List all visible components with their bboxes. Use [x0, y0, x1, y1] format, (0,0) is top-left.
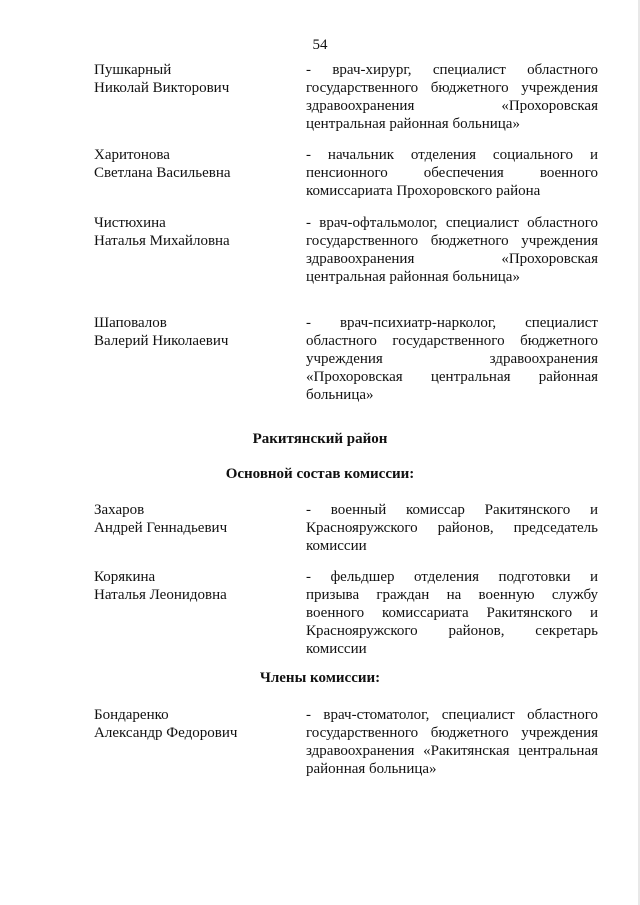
- description-line: Краснояружского районов, секретарь: [306, 623, 598, 639]
- description-line: государственного бюджетного учреждения: [306, 80, 598, 96]
- surname: Шаповалов: [94, 315, 167, 331]
- section-heading: Члены комиссии:: [259, 670, 381, 686]
- description-line: государственного бюджетного учреждения: [306, 233, 598, 249]
- person-name: [94, 568, 294, 604]
- given-names: Александр Федорович: [94, 725, 238, 741]
- surname: Захаров: [94, 502, 145, 518]
- description-line: комиссии: [306, 641, 367, 657]
- description-line: областного государственного бюджетного: [306, 333, 598, 349]
- person-name: [94, 61, 294, 97]
- description-line: - врач-хирург, специалист областного: [306, 62, 598, 78]
- description-line: - фельдшер отделения подготовки и: [306, 569, 598, 585]
- district-heading: Ракитянский район: [252, 431, 388, 447]
- description-line: - врач-психиатр-нарколог, специалист: [306, 315, 598, 331]
- surname: Пушкарный: [94, 62, 172, 78]
- surname: Бондаренко: [94, 707, 169, 723]
- description-line: - врач-стоматолог, специалист областного: [306, 707, 598, 723]
- position-description: [306, 146, 598, 200]
- description-line: военного комиссариата Ракитянского и: [306, 605, 598, 621]
- description-line: районная больница»: [306, 761, 437, 777]
- description-line: - начальник отделения социального и: [306, 147, 598, 163]
- description-line: комиссии: [306, 538, 367, 554]
- position-description: [306, 314, 598, 404]
- given-names: Андрей Геннадьевич: [94, 520, 228, 536]
- person-name: [94, 501, 294, 537]
- position-description: [306, 568, 598, 658]
- description-line: - врач-офтальмолог, специалист областного: [306, 215, 598, 231]
- description-line: учреждения здравоохранения: [306, 351, 598, 367]
- description-line: центральная районная больница»: [306, 269, 520, 285]
- description-line: комиссариата Прохоровского района: [306, 183, 541, 199]
- person-name: [94, 214, 294, 250]
- description-line: «Прохоровская центральная районная: [306, 369, 598, 385]
- given-names: Наталья Михайловна: [94, 233, 230, 249]
- person-name: [94, 706, 294, 742]
- person-name: [94, 314, 294, 350]
- position-description: [306, 501, 598, 555]
- position-description: [306, 706, 598, 778]
- description-line: больница»: [306, 387, 374, 403]
- description-line: Краснояружского районов, председатель: [306, 520, 598, 536]
- description-line: государственного бюджетного учреждения: [306, 725, 598, 741]
- description-line: пенсионного обеспечения военного: [306, 165, 598, 181]
- description-line: здравоохранения «Прохоровская: [306, 98, 598, 114]
- description-line: центральная районная больница»: [306, 116, 520, 132]
- page-number: 54: [312, 37, 328, 53]
- description-line: призыва граждан на военную службу: [306, 587, 598, 603]
- given-names: Наталья Леонидовна: [94, 587, 227, 603]
- given-names: Светлана Васильевна: [94, 165, 231, 181]
- description-line: здравоохранения «Прохоровская: [306, 251, 598, 267]
- section-heading: Основной состав комиссии:: [225, 466, 415, 482]
- description-line: здравоохранения «Ракитянская центральная: [306, 743, 598, 759]
- position-description: [306, 61, 598, 133]
- surname: Корякина: [94, 569, 156, 585]
- surname: Чистюхина: [94, 215, 166, 231]
- description-line: - военный комиссар Ракитянского и: [306, 502, 598, 518]
- position-description: [306, 214, 598, 286]
- surname: Харитонова: [94, 147, 170, 163]
- given-names: Валерий Николаевич: [94, 333, 229, 349]
- given-names: Николай Викторович: [94, 80, 230, 96]
- person-name: [94, 146, 294, 182]
